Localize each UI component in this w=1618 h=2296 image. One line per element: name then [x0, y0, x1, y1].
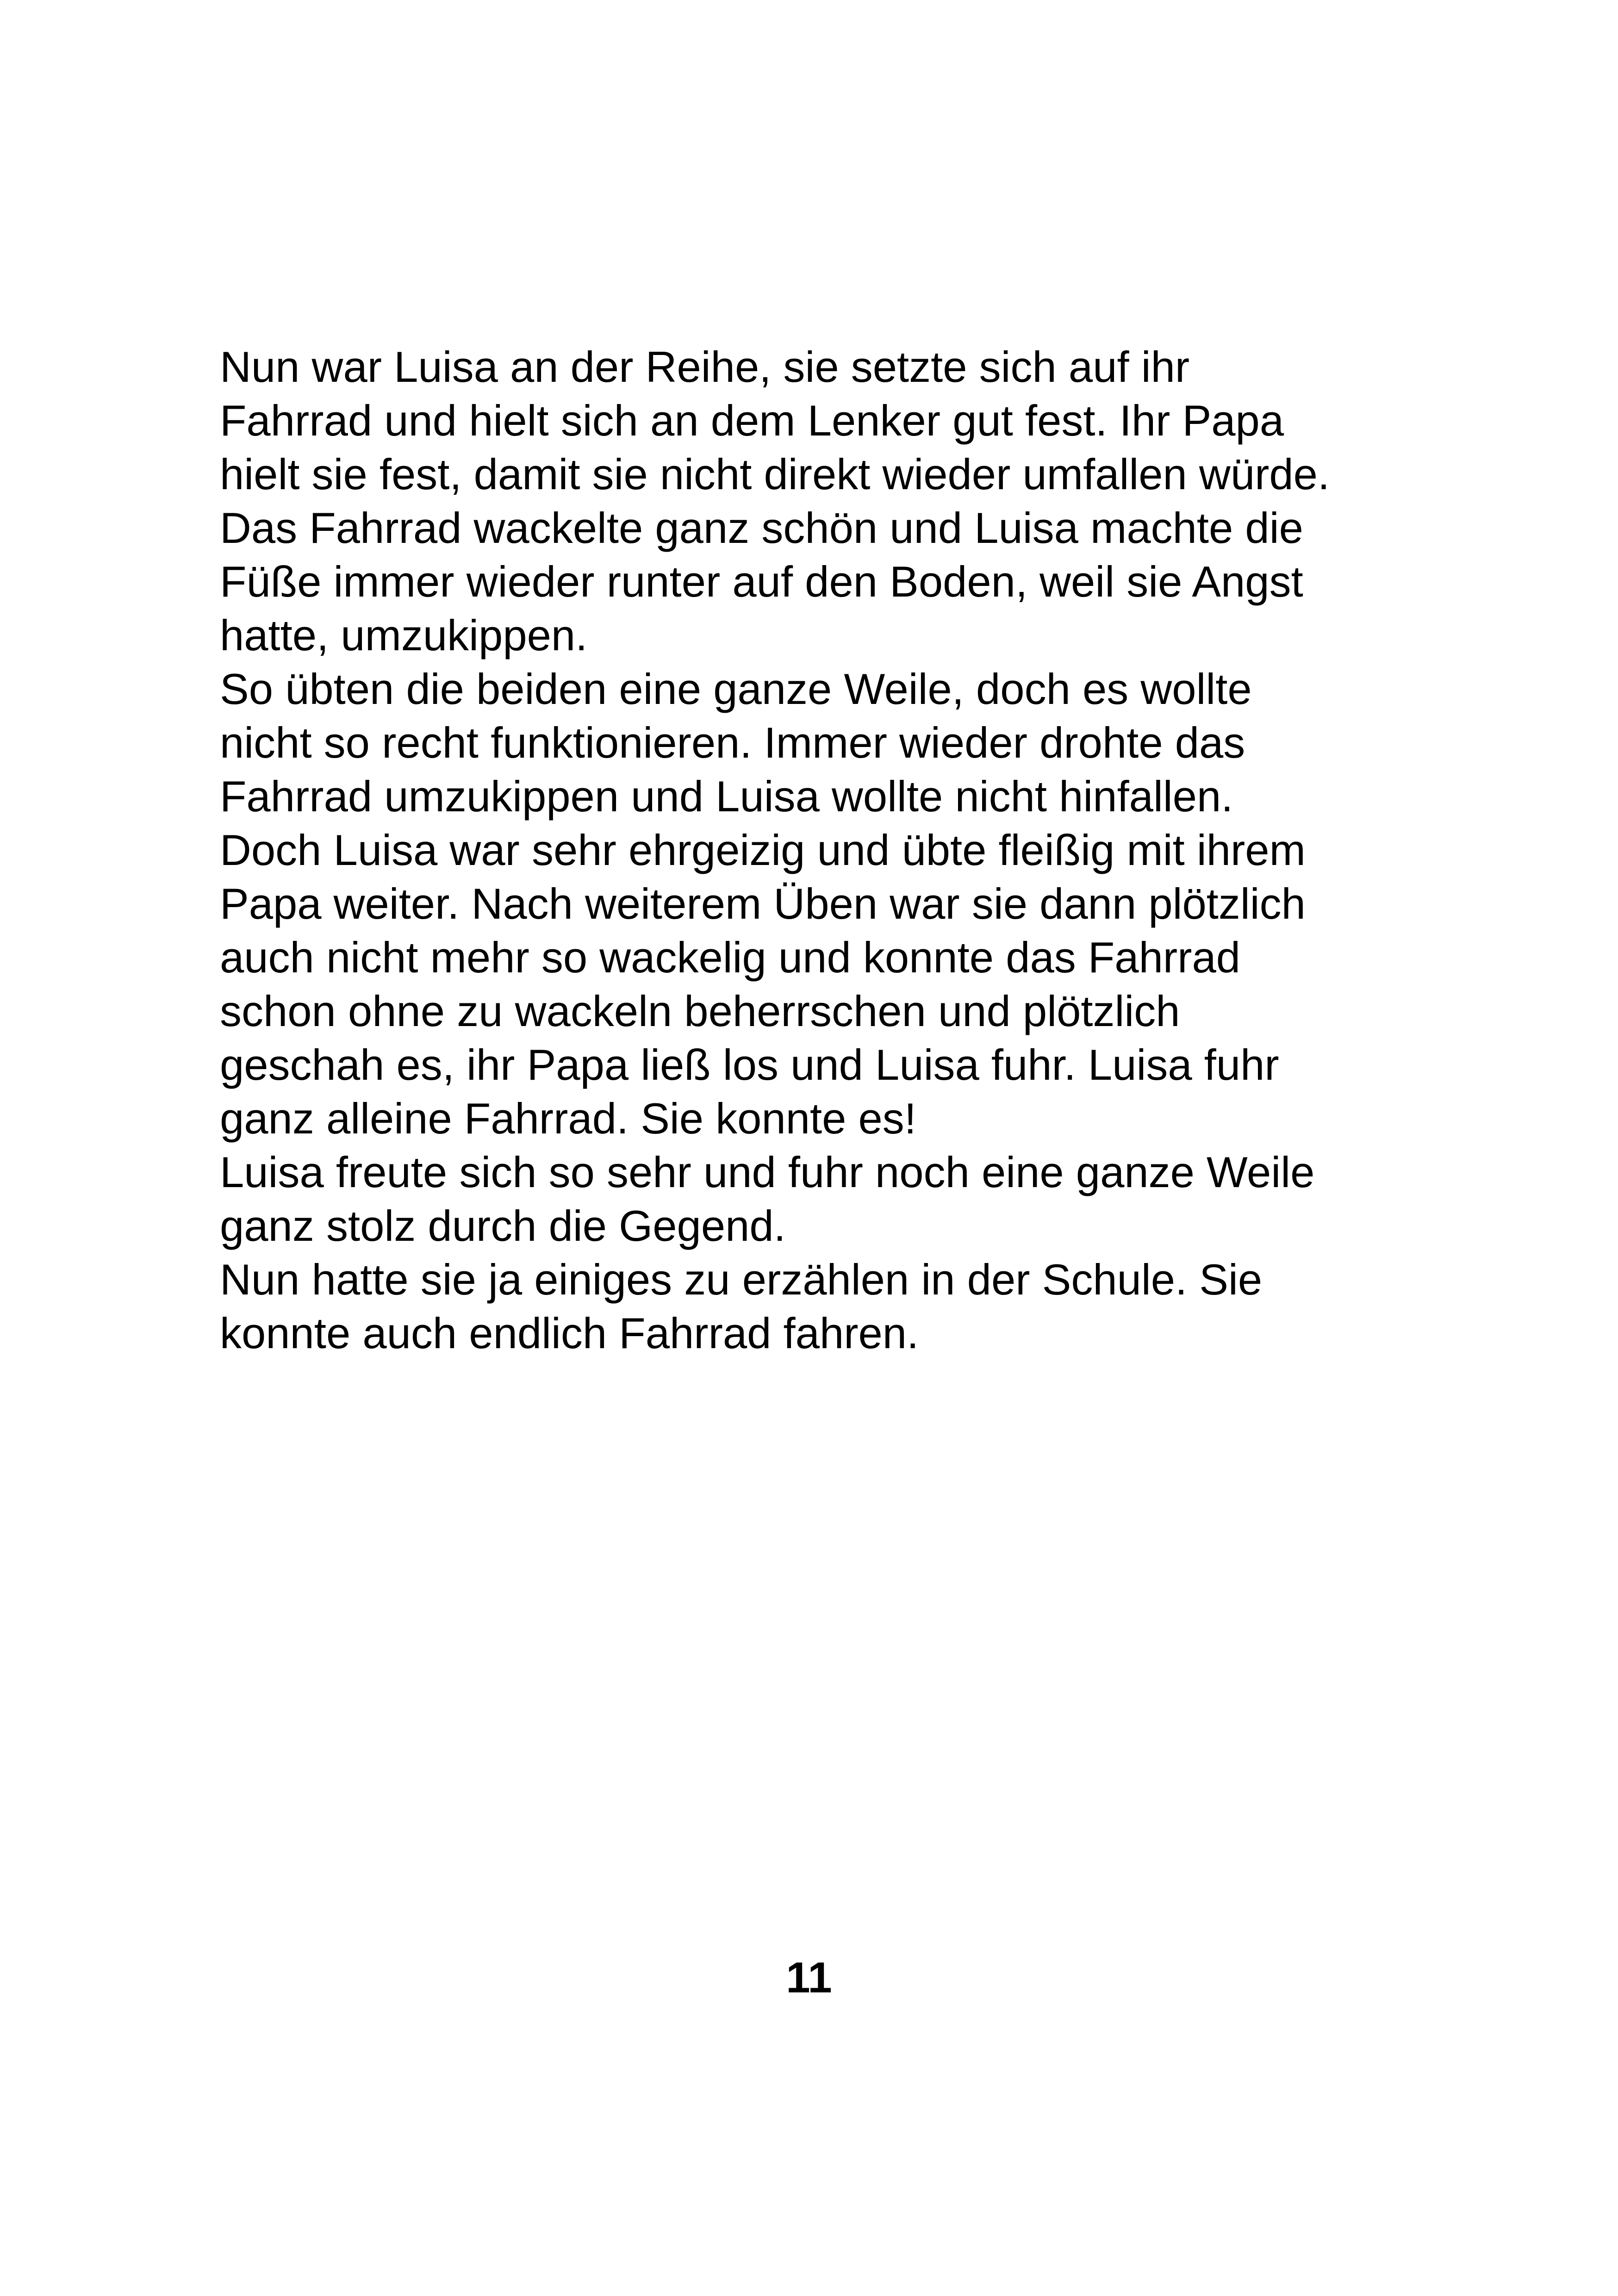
page-number: 11	[786, 1953, 832, 2002]
story-text	[220, 340, 1469, 1360]
text-line: Fahrrad und hielt sich an dem Lenker gut fest. Ihr Papa	[220, 396, 1284, 445]
text-line: ganz stolz durch die Gegend.	[220, 1201, 786, 1250]
text-line: Papa weiter. Nach weiterem Üben war sie dann plötzlich	[220, 879, 1306, 928]
text-line: So übten die beiden eine ganze Weile, doch es wollte	[220, 665, 1252, 713]
text-line: Nun hatte sie ja einiges zu erzählen in der Schule. Sie	[220, 1255, 1263, 1304]
text-line: Fahrrad umzukippen und Luisa wollte nicht hinfallen.	[220, 772, 1233, 821]
text-line: schon ohne zu wackeln beherrschen und plötzlich	[220, 987, 1180, 1035]
text-line: Füße immer wieder runter auf den Boden, weil sie Angst	[220, 557, 1303, 606]
text-line: Das Fahrrad wackelte ganz schön und Luisa machte die	[220, 504, 1303, 552]
text-line: Luisa freute sich so sehr und fuhr noch eine ganze Weile	[220, 1148, 1315, 1196]
text-line: nicht so recht funktionieren. Immer wieder drohte das	[220, 718, 1245, 767]
text-line: hatte, umzukippen.	[220, 611, 588, 660]
text-line: Doch Luisa war sehr ehrgeizig und übte fleißig mit ihrem	[220, 826, 1306, 874]
text-line: hielt sie fest, damit sie nicht direkt wieder umfallen würde.	[220, 450, 1330, 498]
text-line: konnte auch endlich Fahrrad fahren.	[220, 1309, 919, 1357]
text-line: ganz alleine Fahrrad. Sie konnte es!	[220, 1094, 916, 1143]
text-line: geschah es, ihr Papa ließ los und Luisa fuhr. Luisa fuhr	[220, 1040, 1279, 1089]
text-line: auch nicht mehr so wackelig und konnte das Fahrrad	[220, 933, 1241, 982]
text-line: Nun war Luisa an der Reihe, sie setzte sich auf ihr	[220, 342, 1190, 391]
